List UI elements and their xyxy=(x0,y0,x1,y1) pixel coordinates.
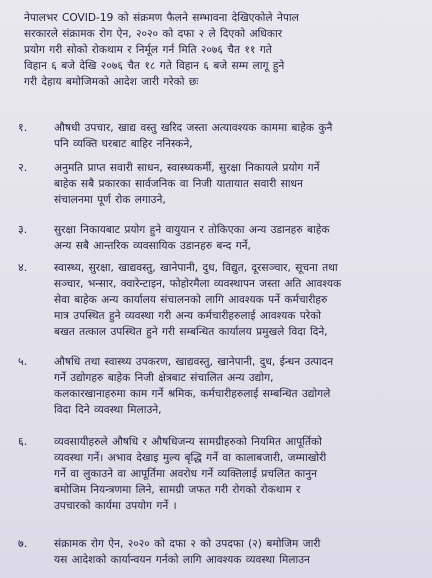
intro-line: गरी देहाय बमोजिमको आदेश जारी गरेको छः xyxy=(24,76,199,88)
item-line: व्यवस्था गर्ने। अभाव देखाइ मुल्य बृद्धि गर्ने वा कालाबजारी, जम्माखोरी xyxy=(54,452,327,464)
item-line: गर्ने उद्योगहरु बाहेक निजी क्षेत्रबाट संचालित अन्य उद्योग, xyxy=(54,372,274,384)
item-number: ४. xyxy=(18,261,28,274)
item-number: ३. xyxy=(18,223,28,236)
item-number: ७. xyxy=(18,537,28,550)
item-line: सञ्चार, भन्सार, क्वारेन्टाइन, फोहोरमैला व्यवस्थापन जस्ता अति आवश्यक xyxy=(54,278,342,290)
item-line: बमोजिम नियन्त्रणमा लिने, सामग्री जफत गरी रोगको रोकथाम र xyxy=(54,484,301,496)
item-line: अनुमति प्राप्त सवारी साधन, स्वास्थ्यकर्मी, सुरक्षा निकायले प्रयोग गर्ने xyxy=(54,162,320,174)
intro-line: विहान ६ बजे देखि २०७६ चैत १८ गते विहान ६ बजे सम्म लागू हुने xyxy=(24,60,285,72)
item-line: बखत तत्काल उपस्थित हुने गरी सम्बन्धित कार्यालय प्रमुखले विदा दिने, xyxy=(54,326,328,338)
item-text xyxy=(54,160,422,208)
intro-line: नेपालभर COVID-19 को संक्रमण फैलने सम्भावना देखिएकोले नेपाल xyxy=(24,12,299,24)
item-number: २. xyxy=(18,161,28,174)
item-line: सुरक्षा निकायबाट प्रयोग हुने वायुयान र तोकिएका अन्य उडानहरु बाहेक xyxy=(54,224,330,236)
item-line: गर्ने वा लुकाउने वा आपूर्तिमा अवरोध गर्ने व्यक्तिलाई प्रचलित कानुन xyxy=(54,468,318,480)
item-number: ५. xyxy=(18,355,28,368)
item-line: संक्रामक रोग ऐन, २०२० को दफा २ को उपदफा (२) बमोजिम जारी xyxy=(54,538,321,550)
item-line: व्यवसायीहरुले औषधि र औषधिजन्य सामग्रीहरुको नियमित आपूर्तिको xyxy=(54,436,322,448)
item-number: ६. xyxy=(18,435,28,448)
item-line: यस आदेशको कार्यान्वयन गर्नको लागि आवश्यक व्यवस्था मिलाउन xyxy=(54,554,310,566)
item-text xyxy=(54,222,422,254)
item-text xyxy=(54,354,422,418)
intro-paragraph xyxy=(24,10,424,90)
item-line: संचालनमा पूर्ण रोक लगाउने, xyxy=(54,194,166,206)
item-line: स्वास्थ्य, सुरक्षा, खाद्यवस्तु, खानेपानी, दुध, विद्युत, दूरसञ्चार, सूचना तथा xyxy=(54,262,338,274)
item-line: अन्य सबै आन्तरिक व्यवसायिक उडानहरु बन्द गर्ने, xyxy=(54,240,251,252)
item-line: सेवा बाहेक अन्य कार्यालय संचालनको लागि आवश्यक पर्ने कर्मचारीहरु xyxy=(54,294,328,306)
item-line: औषधी उपचार, खाद्य वस्तु खरिद जस्ता अत्यावश्यक काममा बाहेक कुनै xyxy=(54,122,333,134)
item-line: विदा दिने व्यवस्था मिलाउने, xyxy=(54,404,162,416)
item-line: औषधि तथा स्वास्थ्य उपकरण, खाद्यवस्तु, खानेपानी, दुध, ईन्धन उत्पादन xyxy=(54,356,334,368)
item-line: कलकारखानाहरुमा काम गर्ने श्रमिक, कर्मचारीहरुलाई सम्बन्धित उद्योगले xyxy=(54,388,331,400)
intro-line: सरकारले संक्रामक रोग ऐन, २०२० को दफा २ ले दिएको अधिकार xyxy=(24,28,283,40)
item-line: मात्र उपस्थित हुने व्यवस्था गरी अन्य कर्मचारीहरुलाई आवश्यक परेको xyxy=(54,310,321,322)
item-text xyxy=(54,434,422,514)
item-line: पनि व्यक्ति घरबाट बाहिर ननिस्कने, xyxy=(54,138,193,150)
item-text xyxy=(54,536,422,568)
item-line: उपचारको कार्यमा उपयोग गर्ने । xyxy=(54,500,177,512)
item-number: १. xyxy=(18,121,28,134)
item-line: बाहेक सबै प्रकारका सार्वजनिक वा निजी यातायात सवारी साधन xyxy=(54,178,303,190)
item-text xyxy=(54,120,422,152)
intro-line: प्रयोग गरी सोको रोकथाम र निर्मूल गर्न मिति २०७६ चैत ११ गते xyxy=(24,44,272,56)
item-text xyxy=(54,260,422,340)
